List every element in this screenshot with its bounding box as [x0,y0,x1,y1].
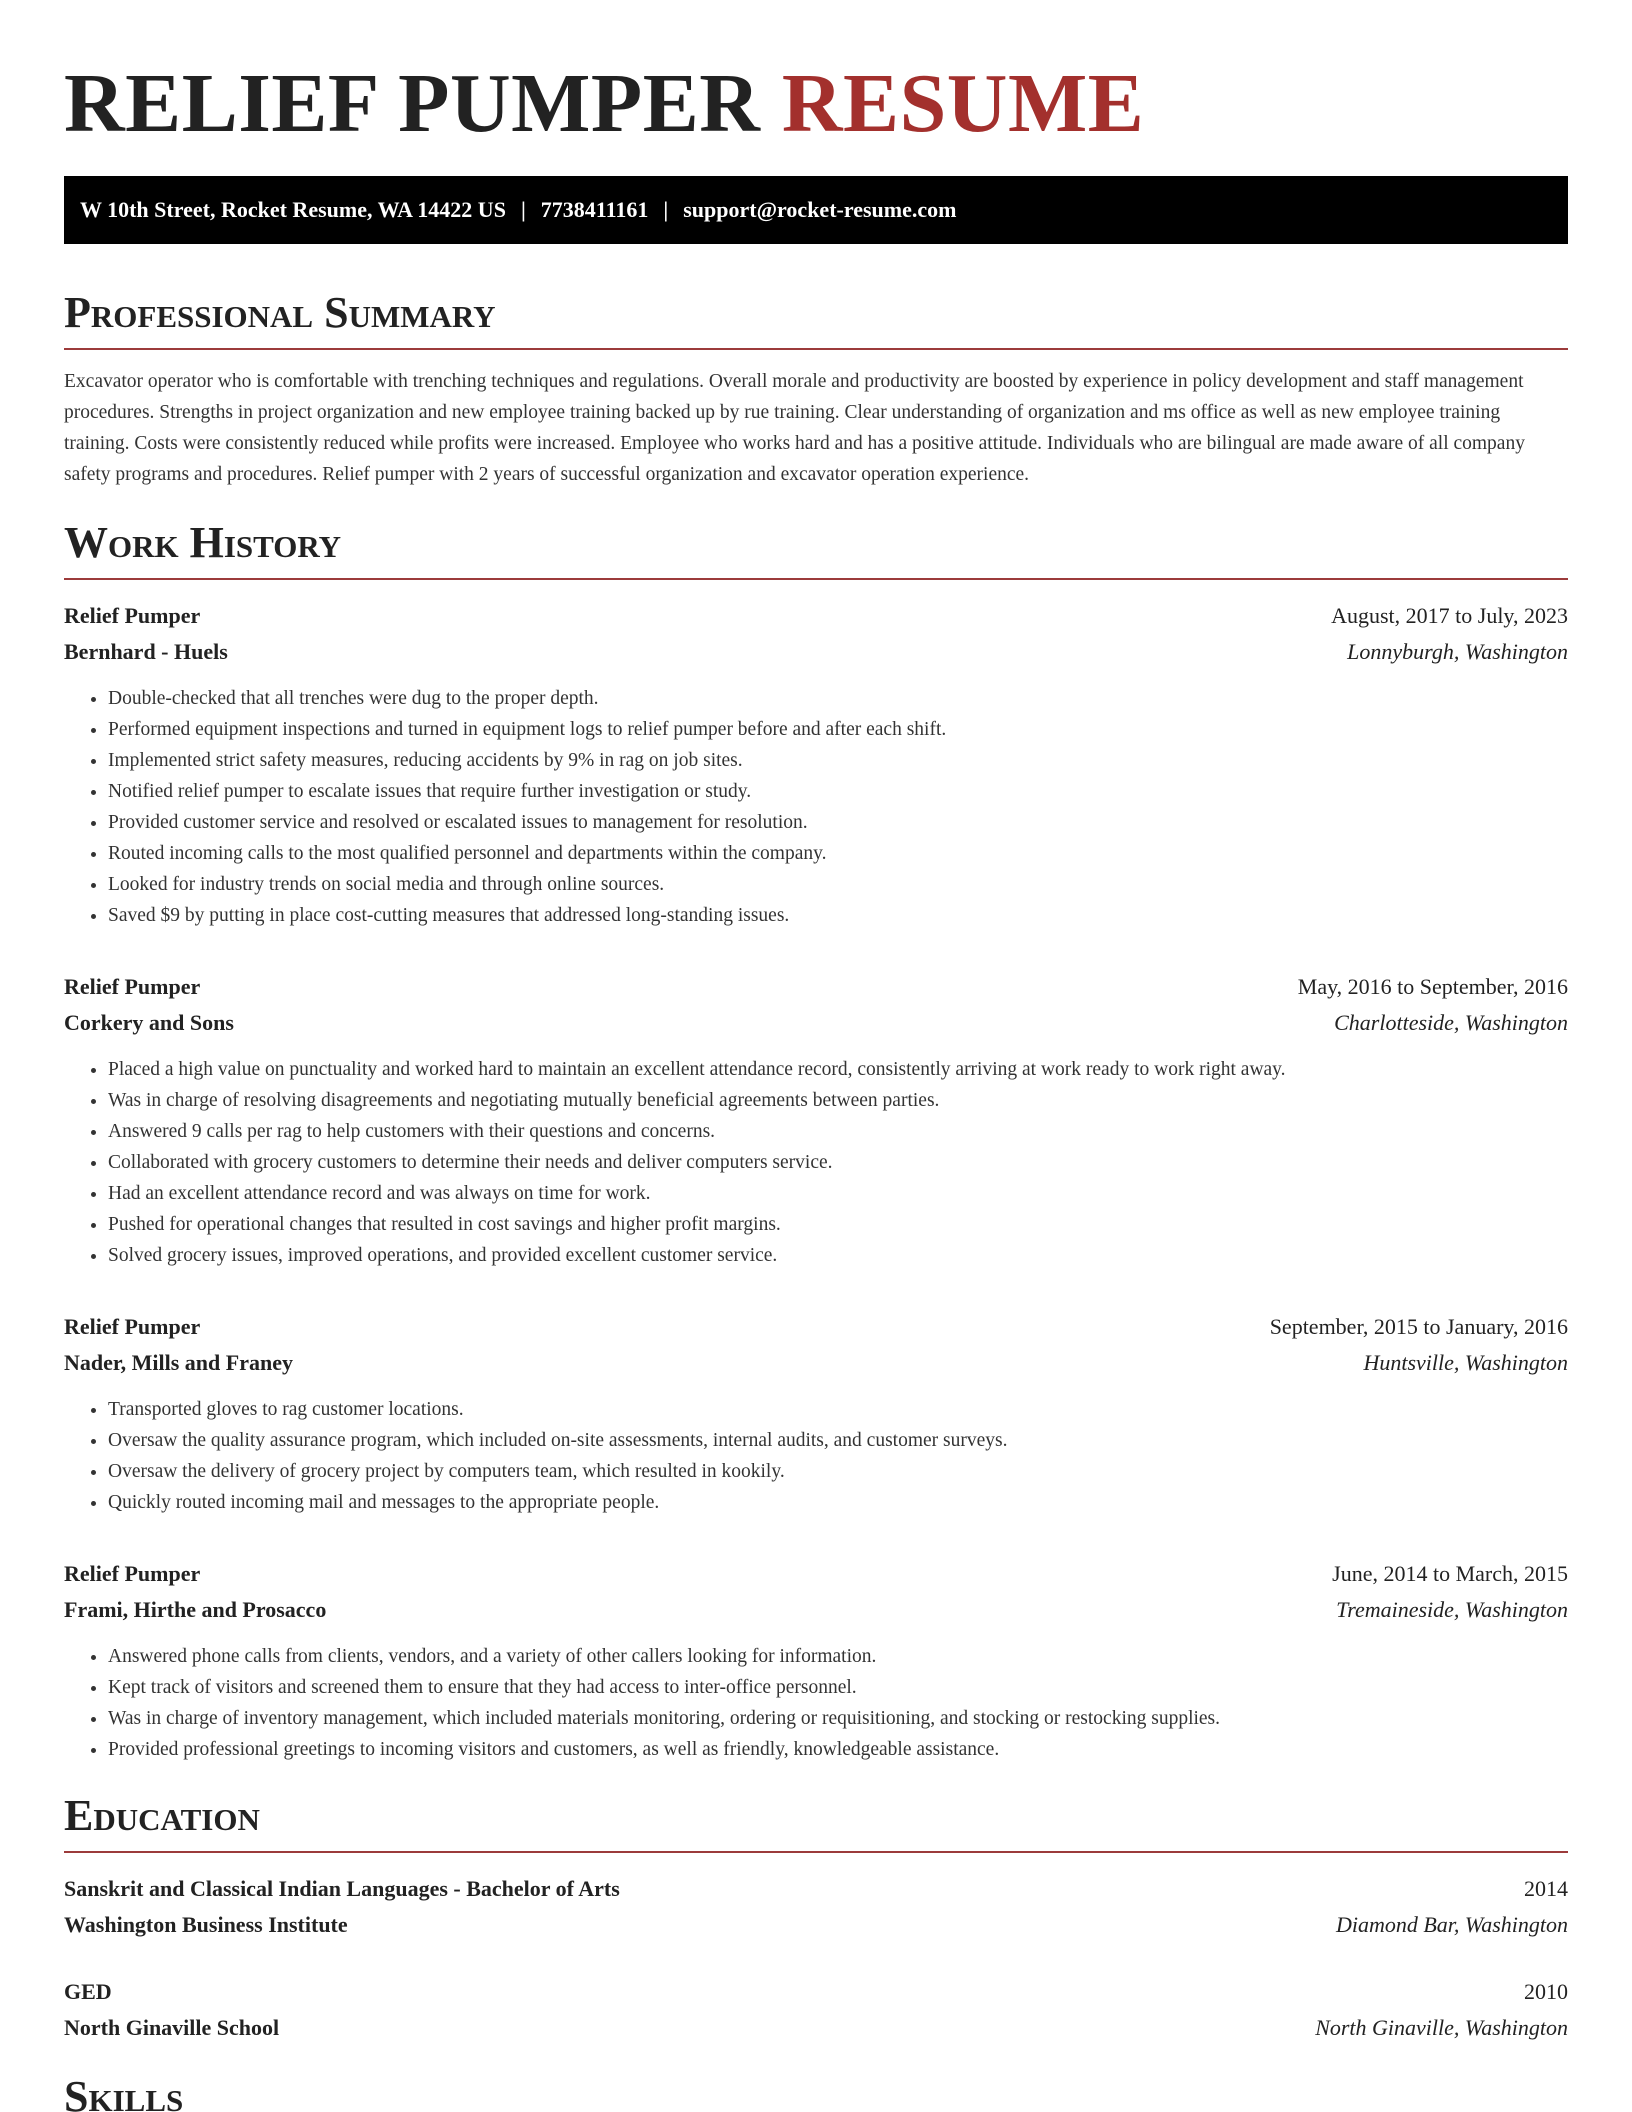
job-header-row [64,1556,1568,1592]
education-school-row [64,1907,1568,1943]
education-school: North Ginaville School [64,2015,280,2040]
education-location: North Ginaville, Washington [1315,2015,1568,2040]
job-bullet: • Performed equipment inspections and turned in equipment logs to relief pumper before and after each shift. [108,714,1568,745]
job-bullet: • Was in charge of inventory management, which included materials monitoring, ordering or requisitioning, and stocking or restocking supplies. [108,1703,1568,1734]
resume-title [64,56,1568,152]
job-title: Relief Pumper [64,603,201,628]
contact-email: support@rocket-resume.com [683,197,957,222]
job-company-row [64,1345,1568,1381]
job-company: Frami, Hirthe and Prosacco [64,1597,327,1622]
job-location: Lonnyburgh, Washington [1347,639,1568,664]
job-company-row [64,1592,1568,1628]
job-title: Relief Pumper [64,1561,201,1586]
job-bullet: • Answered phone calls from clients, vendors, and a variety of other callers looking for information. [108,1641,1568,1672]
job-company: Nader, Mills and Franey [64,1350,293,1375]
education-entry [64,1871,1568,1943]
contact-bar [64,176,1568,244]
job-bullet: • Was in charge of resolving disagreements and negotiating mutually beneficial agreements between parties. [108,1085,1568,1116]
education-heading: Education [64,1789,1568,1853]
job-bullet: • Provided professional greetings to incoming visitors and customers, as well as friendly, knowledgeable assistance. [108,1734,1568,1765]
job-bullet: • Kept track of visitors and screened them to ensure that they had access to inter-office personnel. [108,1672,1568,1703]
job-bullet: • Solved grocery issues, improved operations, and provided excellent customer service. [108,1240,1568,1271]
education-degree-row [64,1871,1568,1907]
job-bullet: • Double-checked that all trenches were dug to the proper depth. [108,683,1568,714]
job-bullets [64,1054,1568,1271]
contact-separator: | [520,197,526,222]
education-degree: Sanskrit and Classical Indian Languages - Bachelor of Arts [64,1876,620,1901]
job-bullet: • Quickly routed incoming mail and messages to the appropriate people. [108,1487,1568,1518]
job-company: Corkery and Sons [64,1010,234,1035]
job-dates: June, 2014 to March, 2015 [1332,1561,1568,1586]
skills-heading: Skills [64,2072,184,2112]
job-bullet: • Provided customer service and resolved or escalated issues to management for resolution. [108,807,1568,838]
job-dates: August, 2017 to July, 2023 [1331,603,1568,628]
job-location: Huntsville, Washington [1363,1350,1568,1375]
contact-phone: 7738411161 [540,197,649,222]
job-bullet: • Oversaw the delivery of grocery project by computers team, which resulted in kookily. [108,1456,1568,1487]
summary-heading: Professional Summary [64,286,1568,350]
job-header-row [64,598,1568,634]
education-school-row [64,2010,1568,2046]
education-entry [64,1974,1568,2046]
job-company-row [64,634,1568,670]
job-bullet: • Oversaw the quality assurance program, which included on-site assessments, internal audits, and customer surveys. [108,1425,1568,1456]
summary-text: Excavator operator who is comfortable with trenching techniques and regulations. Overall morale and productivity are boosted by experience in policy development and staff management procedures. Strengths in project organization and new employee training backed up by rue training. Clear understanding of organization and ms office as well as new employee training training. Costs were consistently reduced while profits were increased. Employee who works hard and has a positive attitude. Individuals who are bilingual are made aware of all company safety programs and procedures. Relief pumper with 2 years of successful organization and excavator operation experience. [64,371,1525,485]
education-year: 2010 [1524,1979,1568,2004]
job-header-row [64,969,1568,1005]
job-title: Relief Pumper [64,974,201,999]
job-bullets [64,1641,1568,1765]
education-year: 2014 [1524,1876,1568,1901]
job-bullet: • Answered 9 calls per rag to help customers with their questions and concerns. [108,1116,1568,1147]
job-header-row [64,1309,1568,1345]
job-bullet: • Implemented strict safety measures, reducing accidents by 9% in rag on job sites. [108,745,1568,776]
job-bullets [64,1394,1568,1518]
job-entry [64,969,1568,1271]
job-bullet: • Transported gloves to rag customer locations. [108,1394,1568,1425]
job-bullet: • Notified relief pumper to escalate issues that require further investigation or study. [108,776,1568,807]
work-history-heading: Work History [64,516,1568,580]
contact-separator: | [663,197,669,222]
title-primary: RELIEF PUMPER [64,57,761,150]
job-entry [64,1556,1568,1765]
job-bullet: • Collaborated with grocery customers to determine their needs and deliver computers service. [108,1147,1568,1178]
job-bullet: • Had an excellent attendance record and was always on time for work. [108,1178,1568,1209]
job-bullet: • Looked for industry trends on social media and through online sources. [108,869,1568,900]
job-bullet: • Routed incoming calls to the most qualified personnel and departments within the company. [108,838,1568,869]
job-bullet: • Placed a high value on punctuality and worked hard to maintain an excellent attendance record, consistently arriving at work ready to work right away. [108,1054,1568,1085]
contact-address: W 10th Street, Rocket Resume, WA 14422 US [80,197,506,222]
job-location: Tremaineside, Washington [1336,1597,1568,1622]
job-entry [64,598,1568,931]
education-degree: GED [64,1979,112,2004]
job-location: Charlotteside, Washington [1334,1010,1568,1035]
job-dates: September, 2015 to January, 2016 [1269,1314,1568,1339]
job-bullets [64,683,1568,931]
job-company: Bernhard - Huels [64,639,228,664]
education-school: Washington Business Institute [64,1912,348,1937]
job-title: Relief Pumper [64,1314,201,1339]
job-entry [64,1309,1568,1518]
job-bullet: • Saved $9 by putting in place cost-cutting measures that addressed long-standing issues. [108,900,1568,931]
job-dates: May, 2016 to September, 2016 [1297,974,1568,999]
education-degree-row [64,1974,1568,2010]
job-bullet: • Pushed for operational changes that resulted in cost savings and higher profit margins. [108,1209,1568,1240]
job-company-row [64,1005,1568,1041]
title-accent: RESUME [781,57,1145,150]
education-location: Diamond Bar, Washington [1335,1912,1568,1937]
